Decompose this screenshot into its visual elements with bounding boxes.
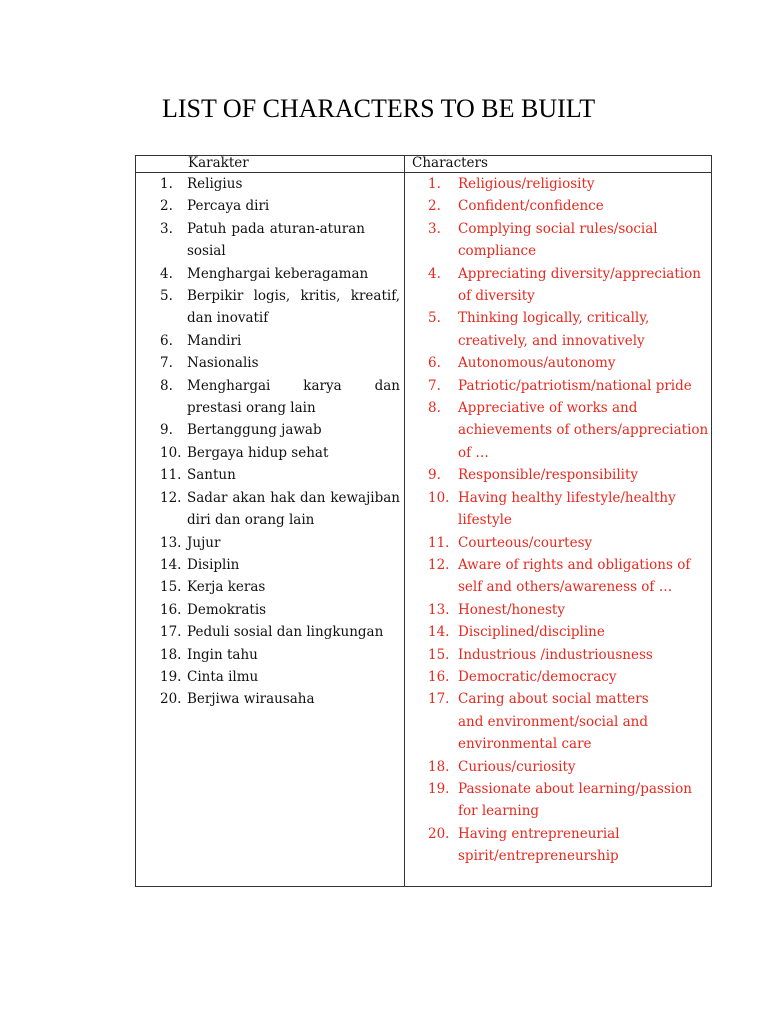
- item-number: 7.: [428, 377, 441, 394]
- list-item: [428, 397, 710, 464]
- item-text: Autonomous/autonomy: [458, 355, 616, 372]
- list-item: [160, 218, 400, 263]
- item-number: 4.: [160, 265, 173, 282]
- item-number: 1.: [428, 176, 441, 192]
- item-text: Bergaya hidup sehat: [187, 444, 329, 461]
- item-text: Curious/curiosity: [458, 758, 576, 775]
- item-number: 13.: [160, 534, 182, 551]
- list-item: [160, 576, 400, 598]
- item-text: Industrious /industriousness: [458, 646, 653, 663]
- item-text: Patuh pada aturan-aturan sosial: [187, 220, 365, 260]
- header-karakter: Karakter: [188, 155, 249, 171]
- item-number: 19.: [160, 668, 182, 685]
- header-characters: Characters: [412, 155, 488, 171]
- item-number: 14.: [160, 556, 182, 573]
- list-item: [160, 554, 400, 576]
- item-text: Democratic/democracy: [458, 668, 617, 685]
- item-number: 2.: [428, 198, 441, 215]
- item-number: 2.: [160, 198, 173, 215]
- item-text: Religius: [187, 176, 243, 192]
- list-item: [160, 621, 400, 643]
- list-item: [160, 419, 400, 441]
- item-number: 17.: [428, 691, 450, 708]
- item-text: Confident/confidence: [458, 198, 604, 215]
- item-text: Menghargai keberagaman: [187, 265, 369, 282]
- item-number: 14.: [428, 624, 450, 641]
- list-item: [160, 375, 400, 420]
- item-number: 18.: [160, 646, 182, 663]
- list-item: [160, 442, 400, 464]
- item-number: 8.: [160, 377, 173, 394]
- list-item: [428, 195, 710, 217]
- item-text: Aware of rights and obligations of self and others/awareness of …: [458, 556, 691, 596]
- item-text: Responsible/responsibility: [458, 467, 639, 484]
- list-item: [160, 599, 400, 621]
- list-item: [428, 599, 710, 621]
- list-item: [160, 173, 400, 195]
- item-number: 16.: [160, 601, 182, 618]
- item-number: 5.: [428, 310, 441, 327]
- item-text: Having healthy lifestyle/healthy lifestyle: [458, 489, 676, 529]
- item-number: 10.: [428, 489, 450, 506]
- list-item: [428, 173, 710, 195]
- list-item: [428, 464, 710, 486]
- item-number: 20.: [160, 691, 182, 708]
- item-number: 17.: [160, 624, 182, 641]
- list-item: [428, 644, 710, 666]
- list-item: [160, 330, 400, 352]
- item-text: Courteous/courtesy: [458, 534, 593, 551]
- list-item: [160, 464, 400, 486]
- item-number: 3.: [160, 220, 173, 237]
- item-text: Honest/honesty: [458, 601, 565, 618]
- item-text: Berpikir logis, kritis, kreatif, dan inovatif: [187, 288, 400, 327]
- list-item: [428, 263, 710, 308]
- item-text: Berjiwa wirausaha: [187, 691, 315, 708]
- item-text: Patriotic/patriotism/national pride: [458, 377, 692, 394]
- item-number: 4.: [428, 265, 441, 282]
- list-item: [160, 688, 400, 710]
- item-text: Appreciative of works and achievements of others/appreciation of …: [458, 400, 709, 461]
- item-number: 6.: [428, 355, 441, 372]
- item-number: 5.: [160, 288, 173, 305]
- item-number: 12.: [160, 489, 182, 506]
- item-text: Thinking logically, critically, creatively, and innovatively: [458, 310, 650, 349]
- item-number: 13.: [428, 601, 450, 618]
- item-text: Caring about social matters and environment/social and environmental care: [458, 691, 649, 753]
- page-title: LIST OF CHARACTERS TO BE BUILT: [162, 94, 596, 123]
- item-text: Santun: [187, 467, 236, 484]
- characters-list: [428, 173, 710, 868]
- list-item: [428, 532, 710, 554]
- item-number: 11.: [428, 534, 450, 551]
- list-item: [428, 823, 710, 868]
- list-item: [160, 532, 400, 554]
- item-number: 3.: [428, 220, 441, 237]
- item-number: 9.: [428, 467, 441, 484]
- list-item: [160, 285, 400, 330]
- item-number: 7.: [160, 355, 173, 372]
- item-number: 8.: [428, 400, 441, 417]
- item-number: 11.: [160, 467, 182, 484]
- list-item: [428, 621, 710, 643]
- list-item: [160, 487, 400, 532]
- item-number: 15.: [428, 646, 450, 663]
- item-text: Percaya diri: [187, 198, 270, 215]
- list-item: [428, 487, 710, 532]
- list-item: [428, 352, 710, 374]
- item-text: Religious/religiosity: [458, 176, 595, 192]
- item-text: Kerja keras: [187, 579, 266, 596]
- karakter-list: [160, 173, 400, 711]
- item-number: 16.: [428, 668, 450, 685]
- list-item: [428, 375, 710, 397]
- item-text: Menghargai karya dan prestasi orang lain: [187, 377, 400, 417]
- list-item: [160, 352, 400, 374]
- item-number: 9.: [160, 422, 173, 439]
- item-text: Cinta ilmu: [187, 668, 259, 685]
- item-number: 19.: [428, 780, 450, 797]
- item-number: 10.: [160, 444, 182, 461]
- item-text: Passionate about learning/passion for learning: [458, 780, 692, 820]
- list-item: [428, 756, 710, 778]
- item-number: 1.: [160, 176, 173, 192]
- list-item: [428, 778, 710, 823]
- item-number: 12.: [428, 556, 450, 573]
- list-item: [160, 263, 400, 285]
- list-item: [160, 195, 400, 217]
- item-text: Disciplined/discipline: [458, 624, 605, 641]
- list-item: [428, 307, 710, 352]
- item-number: 6.: [160, 332, 173, 349]
- column-divider: [404, 155, 405, 887]
- item-number: 20.: [428, 825, 450, 842]
- item-text: Disiplin: [187, 556, 240, 573]
- item-number: 15.: [160, 579, 182, 596]
- item-text: Mandiri: [187, 332, 242, 349]
- list-item: [428, 218, 710, 263]
- item-number: 18.: [428, 758, 450, 775]
- list-item: [428, 666, 710, 688]
- item-text: Demokratis: [187, 601, 267, 618]
- list-item: [428, 554, 710, 599]
- item-text: Nasionalis: [187, 355, 259, 372]
- item-text: Complying social rules/social compliance: [458, 220, 658, 260]
- list-item: [160, 644, 400, 666]
- item-text: Appreciating diversity/appreciation of diversity: [458, 265, 701, 305]
- item-text: Sadar akan hak dan kewajiban diri dan orang lain: [187, 489, 400, 529]
- item-text: Peduli sosial dan lingkungan: [187, 624, 384, 641]
- list-item: [428, 688, 710, 755]
- item-text: Bertanggung jawab: [187, 422, 322, 439]
- item-text: Jujur: [187, 534, 221, 551]
- list-item: [160, 666, 400, 688]
- item-text: Ingin tahu: [187, 646, 258, 663]
- item-text: Having entrepreneurial spirit/entrepreneurship: [458, 825, 620, 865]
